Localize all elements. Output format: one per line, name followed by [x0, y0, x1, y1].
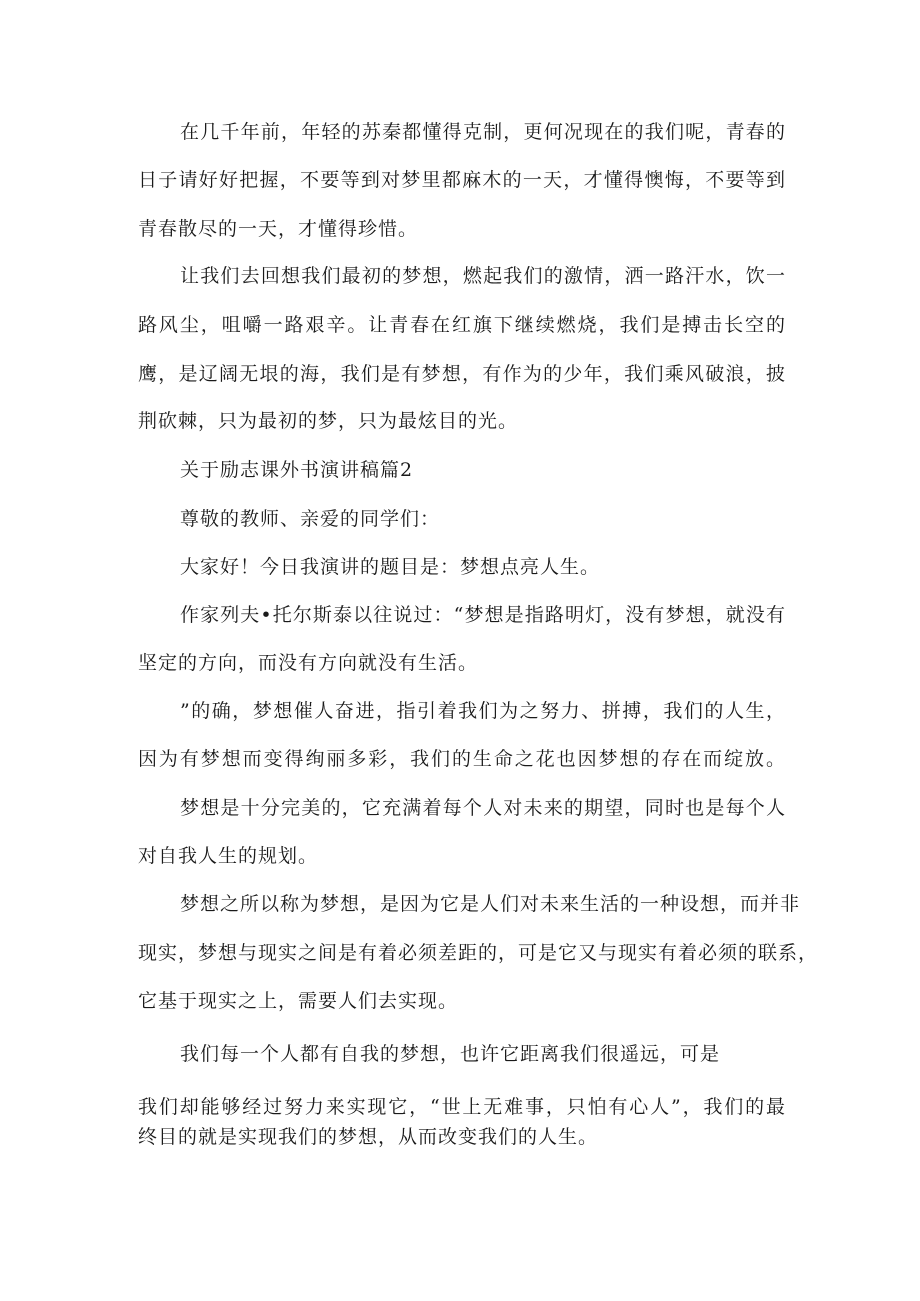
paragraph-line: 梦想是十分完美的，它充满着每个人对未来的期望，同时也是每个人 — [180, 797, 786, 819]
section-heading: 关于励志课外书演讲稿篇2 — [180, 459, 414, 481]
paragraph-line: 青春散尽的一天，才懂得珍惜。 — [138, 218, 419, 240]
paragraph-line: 终目的就是实现我们的梦想，从而改变我们的人生。 — [138, 1126, 599, 1148]
paragraph-line: 路风尘，咀嚼一路艰辛。让青春在红旗下继续燃烧，我们是搏击长空的 — [138, 314, 786, 336]
paragraph-line: 我们却能够经过努力来实现它，“世上无难事，只怕有心人”，我们的最 — [138, 1096, 786, 1118]
paragraph-line: 大家好！今日我演讲的题目是：梦想点亮人生。 — [180, 556, 601, 578]
paragraph-line: 鹰，是辽阔无垠的海，我们是有梦想，有作为的少年，我们乘风破浪，披 — [138, 363, 786, 385]
paragraph-line: 我们每一个人都有自我的梦想，也许它距离我们很遥远，可是 — [180, 1043, 721, 1065]
paragraph-line: 梦想之所以称为梦想，是因为它是人们对未来生活的一种设想，而并非 — [180, 893, 801, 915]
paragraph-line: 现实，梦想与现实之间是有着必须差距的，可是它又与现实有着必须的联系， — [138, 942, 819, 964]
paragraph-line: 坚定的方向，而没有方向就没有生活。 — [138, 652, 479, 674]
paragraph-line: 因为有梦想而变得绚丽多彩，我们的生命之花也因梦想的存在而绽放。 — [138, 748, 786, 770]
paragraph-line: ”的确，梦想催人奋进，指引着我们为之努力、拼搏，我们的人生， — [180, 700, 786, 722]
paragraph-line: 荆砍棘，只为最初的梦，只为最炫目的光。 — [138, 410, 519, 432]
paragraph-line: 让我们去回想我们最初的梦想，燃起我们的激情，洒一路汗水，饮一 — [180, 265, 786, 287]
paragraph-line: 作家列夫•托尔斯泰以往说过：“梦想是指路明灯，没有梦想，就没有 — [180, 604, 786, 626]
paragraph-line: 日子请好好把握，不要等到对梦里都麻木的一天，才懂得懊悔，不要等到 — [138, 169, 786, 191]
paragraph-line: 在几千年前，年轻的苏秦都懂得克制，更何况现在的我们呢，青春的 — [180, 121, 786, 143]
salutation: 尊敬的教师、亲爱的同学们： — [180, 508, 441, 530]
paragraph-line: 它基于现实之上，需要人们去实现。 — [138, 990, 459, 1012]
paragraph-line: 对自我人生的规划。 — [138, 845, 319, 867]
